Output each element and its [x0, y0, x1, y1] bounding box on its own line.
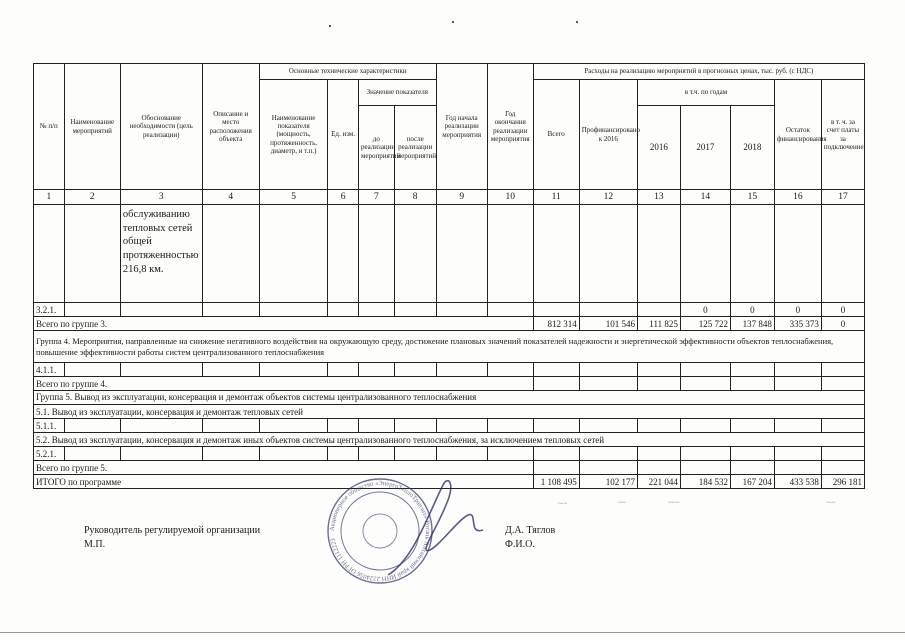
column-number: 7 — [358, 190, 394, 205]
scan-edge-line — [0, 632, 905, 633]
header-year-2016: 2016 — [637, 106, 680, 190]
row-number: 5.2.1. — [34, 447, 65, 461]
column-number: 12 — [579, 190, 637, 205]
faint-mark: ~~ — [618, 499, 626, 507]
header-unit: Ед. изм. — [328, 80, 359, 190]
cell-2017: 184 532 — [680, 475, 730, 489]
column-number: 13 — [637, 190, 680, 205]
column-number: 15 — [730, 190, 774, 205]
cell-remaining: 433 538 — [774, 475, 821, 489]
signature-right — [505, 524, 555, 551]
row-number: 4.1.1. — [34, 363, 65, 377]
header-total: Всего — [533, 80, 579, 190]
row-number: 5.1.1. — [34, 419, 65, 433]
column-number: 9 — [436, 190, 487, 205]
head-title: Руководитель регулируемой организации — [84, 525, 261, 536]
column-number: 10 — [487, 190, 533, 205]
column-number: 11 — [533, 190, 579, 205]
faint-mark: ~·~ — [558, 500, 568, 508]
column-number: 16 — [774, 190, 821, 205]
scan-dot — [452, 21, 454, 23]
group-4-heading: Группа 4. Мероприятия, направленные на снижение негативного воздействия на окружающую среду, достижение плановых значений показателей надежности и энергетической эффективности объектов теплоснабжения, повышение эффективности работы систем централизованного теплоснабжения — [34, 331, 865, 363]
header-financed-2016: Профинансировано к 2016 — [579, 80, 637, 190]
cell-2018: 137 848 — [730, 317, 774, 331]
cell-2016: 221 044 — [637, 475, 680, 489]
column-number: 1 — [34, 190, 65, 205]
table-row — [34, 363, 865, 377]
total-label: Всего по группе 5. — [34, 461, 534, 475]
group-5-heading: Группа 5. Вывод из эксплуатации, консервация и демонтаж объектов системы централизованного теплоснабжения — [34, 391, 865, 405]
cell-total: 812 314 — [533, 317, 579, 331]
header-end-year: Год окончания реализации мероприятия — [487, 64, 533, 190]
header-indicator-value: Значение показателя — [358, 80, 436, 106]
round-company-seal-icon — [318, 475, 508, 587]
faint-mark: ~~~ — [668, 499, 680, 507]
faint-mark: ~·~ — [826, 499, 836, 507]
signature-left — [84, 524, 260, 551]
column-number: 14 — [680, 190, 730, 205]
header-number: № п/п — [34, 64, 65, 190]
table-row — [34, 447, 865, 461]
header-tech-characteristics: Основные технические характеристики — [259, 64, 436, 80]
row-number: 3.2.1. — [34, 303, 65, 317]
column-number: 2 — [64, 190, 120, 205]
header-remaining-financing: Остаток финансирования — [774, 80, 821, 190]
group-heading-row — [34, 331, 865, 363]
cell-remaining: 335 373 — [774, 317, 821, 331]
table-row-total-group-4 — [34, 377, 865, 391]
subgroup-row — [34, 433, 865, 447]
table-row-total-group-3 — [34, 317, 865, 331]
column-number: 6 — [328, 190, 359, 205]
column-number: 17 — [821, 190, 864, 205]
header-year-2017: 2017 — [680, 106, 730, 190]
cell-financed-2016: 102 177 — [579, 475, 637, 489]
header-measure-name: Наименование мероприятий — [64, 64, 120, 190]
header-justification: Обоснование необходимости (цель реализации) — [120, 64, 202, 190]
header-object-location: Описание и место расположения объекта — [202, 64, 259, 190]
handwritten-signature-icon — [388, 481, 483, 575]
subgroup-5-2: 5.2. Вывод из эксплуатации, консервация и демонтаж иных объектов системы централизованного теплоснабжения, за исключением тепловых сетей — [34, 433, 865, 447]
signer-name: Д.А. Тяглов — [505, 525, 556, 536]
continuation-text: обслуживанию тепловых сетей общей протяженностью 216,8 км. — [120, 205, 202, 303]
column-number: 3 — [120, 190, 202, 205]
header-by-years: в т.ч. по годам — [637, 80, 774, 106]
cell-connection-fee: 296 181 — [821, 475, 864, 489]
cell-2018: 0 — [730, 303, 774, 317]
header-after: после реализации мероприятий — [394, 106, 436, 190]
name-caption: Ф.И.О. — [505, 538, 535, 550]
total-label: Всего по группе 3. — [34, 317, 534, 331]
column-number: 4 — [202, 190, 259, 205]
subgroup-row — [34, 405, 865, 419]
table-row-total-group-5 — [34, 461, 865, 475]
header-start-year: Год начала реализации мероприятия — [436, 64, 487, 190]
svg-text:Акционерное общество «ЭнергоТе — [329, 480, 431, 582]
cell-2016: 111 825 — [637, 317, 680, 331]
header-connection-fee: в т. ч. за счет платы за подключение — [821, 80, 864, 190]
investment-program-table — [33, 63, 865, 489]
table-row — [34, 419, 865, 433]
seal-text: Акционерное общество «ЭнергоТеплоТранзит» Рогань Алтайский край ИНН 2224056 ОГРН 1112223 — [328, 479, 432, 583]
cell-2018: 167 204 — [730, 475, 774, 489]
table-row — [34, 205, 865, 303]
total-label: Всего по группе 4. — [34, 377, 534, 391]
header-indicator-name: Наименование показателя (мощность, протяженность, диаметр, и т.п.) — [259, 80, 327, 190]
cell-2017: 0 — [680, 303, 730, 317]
cell-connection-fee: 0 — [821, 303, 864, 317]
header-year-2018: 2018 — [730, 106, 774, 190]
cell-remaining: 0 — [774, 303, 821, 317]
cell-financed-2016: 101 546 — [579, 317, 637, 331]
column-number: 5 — [259, 190, 327, 205]
subgroup-5-1: 5.1. Вывод из эксплуатации, консервация и демонтаж тепловых сетей — [34, 405, 865, 419]
cell-total: 1 108 495 — [533, 475, 579, 489]
cell-2017: 125 722 — [680, 317, 730, 331]
column-number: 8 — [394, 190, 436, 205]
cell-connection-fee: 0 — [821, 317, 864, 331]
scan-dot — [329, 25, 331, 27]
seal-place: М.П. — [84, 538, 106, 550]
table-row — [34, 303, 865, 317]
scan-dot — [576, 21, 578, 23]
column-number-row — [34, 190, 865, 205]
header-expenses: Расходы на реализацию мероприятий в прогнозных ценах, тыс. руб. (с НДС) — [533, 64, 864, 80]
header-before: до реализации мероприятий — [358, 106, 394, 190]
group-heading-row — [34, 391, 865, 405]
grand-total-label: ИТОГО по программе — [34, 475, 534, 489]
